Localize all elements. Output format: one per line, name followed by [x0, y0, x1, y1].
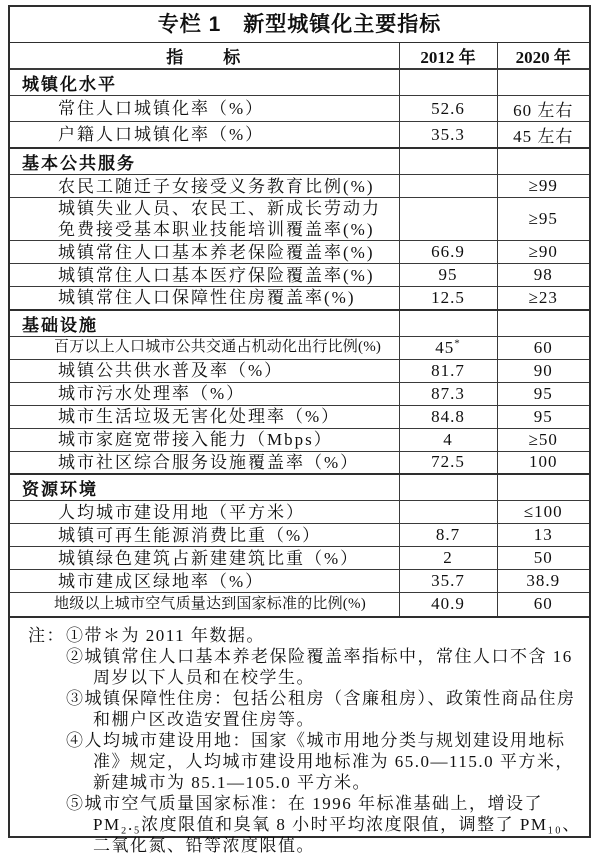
section-row [10, 69, 589, 96]
value-2012 [399, 69, 497, 96]
value-2020: ≥95 [497, 198, 589, 241]
indicator-label: 城镇可再生能源消费比重（%） [10, 524, 399, 547]
indicator-label: 城镇失业人员、农民工、新成长劳动力 免费接受基本职业技能培训覆盖率(%) [10, 198, 399, 241]
value-2012: 52.6 [399, 96, 497, 122]
indicator-row [10, 382, 589, 405]
indicator-label: 城镇常住人口基本养老保险覆盖率(%) [10, 241, 399, 264]
indicator-row [10, 122, 589, 149]
header-year-2020: 2020 年 [497, 43, 589, 69]
value-2012: 66.9 [399, 241, 497, 264]
value-2020: 98 [497, 264, 589, 287]
note-item: ①带＊为 2011 年数据。 [66, 625, 265, 645]
indicator-label: 城市生活垃圾无害化处理率（%） [10, 405, 399, 428]
value-2012: 95 [399, 264, 497, 287]
value-2020: 13 [497, 524, 589, 547]
value-2020 [497, 69, 589, 96]
value-2020: 90 [497, 359, 589, 382]
notes-list [66, 625, 581, 856]
value-2012: 81.7 [399, 359, 497, 382]
value-2012 [399, 310, 497, 337]
header-row [10, 43, 589, 69]
value-2012: 4 [399, 428, 497, 451]
value-2020: 38.9 [497, 570, 589, 593]
note-item: ④人均城市建设用地：国家《城市用地分类与规划建设用地标 准》规定，人均城市建设用地标准为 65.0—115.0 平方米， 新建城市为 85.1—105.0 平方米。 [66, 730, 574, 792]
indicator-row [10, 96, 589, 122]
value-2012: 12.5 [399, 287, 497, 310]
header-indicator: 指 标 [10, 43, 399, 69]
value-2020: ≥50 [497, 428, 589, 451]
indicator-row [10, 287, 589, 310]
notes-prefix: 注： [28, 625, 65, 645]
value-2012 [399, 501, 497, 524]
value-2012 [399, 148, 497, 175]
value-2020: 95 [497, 405, 589, 428]
value-2020: ≤100 [497, 501, 589, 524]
note-item: ②城镇常住人口基本养老保险覆盖率指标中，常住人口不含 16 周岁以下人员和在校学生。 [66, 646, 573, 687]
indicator-row [10, 264, 589, 287]
indicator-label: 城市社区综合服务设施覆盖率（%） [10, 451, 399, 474]
table-body [10, 69, 589, 616]
table-header [10, 43, 589, 69]
value-2012: 72.5 [399, 451, 497, 474]
section-label: 资源环境 [10, 474, 399, 501]
value-2012 [399, 175, 497, 198]
indicator-row [10, 175, 589, 198]
value-2020: ≥99 [497, 175, 589, 198]
indicator-row [10, 524, 589, 547]
indicator-row [10, 593, 589, 616]
value-2012: 87.3 [399, 382, 497, 405]
indicator-row [10, 336, 589, 359]
indicator-label: 百万以上人口城市公共交通占机动化出行比例(%) [10, 336, 399, 359]
value-2012 [399, 198, 497, 241]
value-2020: ≥23 [497, 287, 589, 310]
value-2020: 100 [497, 451, 589, 474]
indicator-label: 城镇常住人口基本医疗保险覆盖率(%) [10, 264, 399, 287]
value-2020: ≥90 [497, 241, 589, 264]
value-2020: 60 左右 [497, 96, 589, 122]
indicator-row [10, 359, 589, 382]
indicator-label: 常住人口城镇化率（%） [10, 96, 399, 122]
indicator-label: 人均城市建设用地（平方米） [10, 501, 399, 524]
value-2012: 84.8 [399, 405, 497, 428]
indicator-row [10, 547, 589, 570]
panel-title: 专栏 1 新型城镇化主要指标 [10, 7, 589, 43]
indicator-label: 城镇公共供水普及率（%） [10, 359, 399, 382]
value-2020 [497, 474, 589, 501]
indicator-row [10, 570, 589, 593]
notes-section [10, 616, 589, 856]
value-2012: 35.3 [399, 122, 497, 149]
indicator-label: 城市污水处理率（%） [10, 382, 399, 405]
value-2020 [497, 310, 589, 337]
indicator-row [10, 198, 589, 241]
indicator-row [10, 451, 589, 474]
value-2012 [399, 474, 497, 501]
indicator-label: 地级以上城市空气质量达到国家标准的比例(%) [10, 593, 399, 616]
indicator-row [10, 241, 589, 264]
value-2012: 8.7 [399, 524, 497, 547]
section-label: 基本公共服务 [10, 148, 399, 175]
indicator-label: 城市建成区绿地率（%） [10, 570, 399, 593]
value-2020: 50 [497, 547, 589, 570]
indicator-table [10, 43, 589, 616]
value-2012: 45* [399, 336, 497, 359]
section-row [10, 474, 589, 501]
section-row [10, 148, 589, 175]
value-2012: 40.9 [399, 593, 497, 616]
section-row [10, 310, 589, 337]
value-2020: 60 [497, 336, 589, 359]
indicator-label: 户籍人口城镇化率（%） [10, 122, 399, 149]
indicator-label: 城镇绿色建筑占新建建筑比重（%） [10, 547, 399, 570]
footnote-star: * [454, 336, 461, 349]
value-2020: 60 [497, 593, 589, 616]
section-label: 基础设施 [10, 310, 399, 337]
value-2020 [497, 148, 589, 175]
indicator-row [10, 501, 589, 524]
indicator-row [10, 428, 589, 451]
value-2012: 35.7 [399, 570, 497, 593]
indicator-label: 农民工随迁子女接受义务教育比例(%) [10, 175, 399, 198]
indicator-label: 城镇常住人口保障性住房覆盖率(%) [10, 287, 399, 310]
indicator-label: 城市家庭宽带接入能力（Mbps） [10, 428, 399, 451]
value-2020: 45 左右 [497, 122, 589, 149]
indicator-panel [8, 5, 591, 855]
value-2012: 2 [399, 547, 497, 570]
header-year-2012: 2012 年 [399, 43, 497, 69]
indicator-row [10, 405, 589, 428]
value-2020: 95 [497, 382, 589, 405]
section-label: 城镇化水平 [10, 69, 399, 96]
note-item: ③城镇保障性住房：包括公租房（含廉租房）、政策性商品住房 和棚户区改造安置住房等。 [66, 688, 576, 729]
note-item: ⑤城市空气质量国家标准：在 1996 年标准基础上，增设了 PM₂.₅浓度限值和臭氧 8 小时平均浓度限值，调整了 PM₁₀、 二氧化氮、铅等浓度限值。 [66, 793, 581, 855]
